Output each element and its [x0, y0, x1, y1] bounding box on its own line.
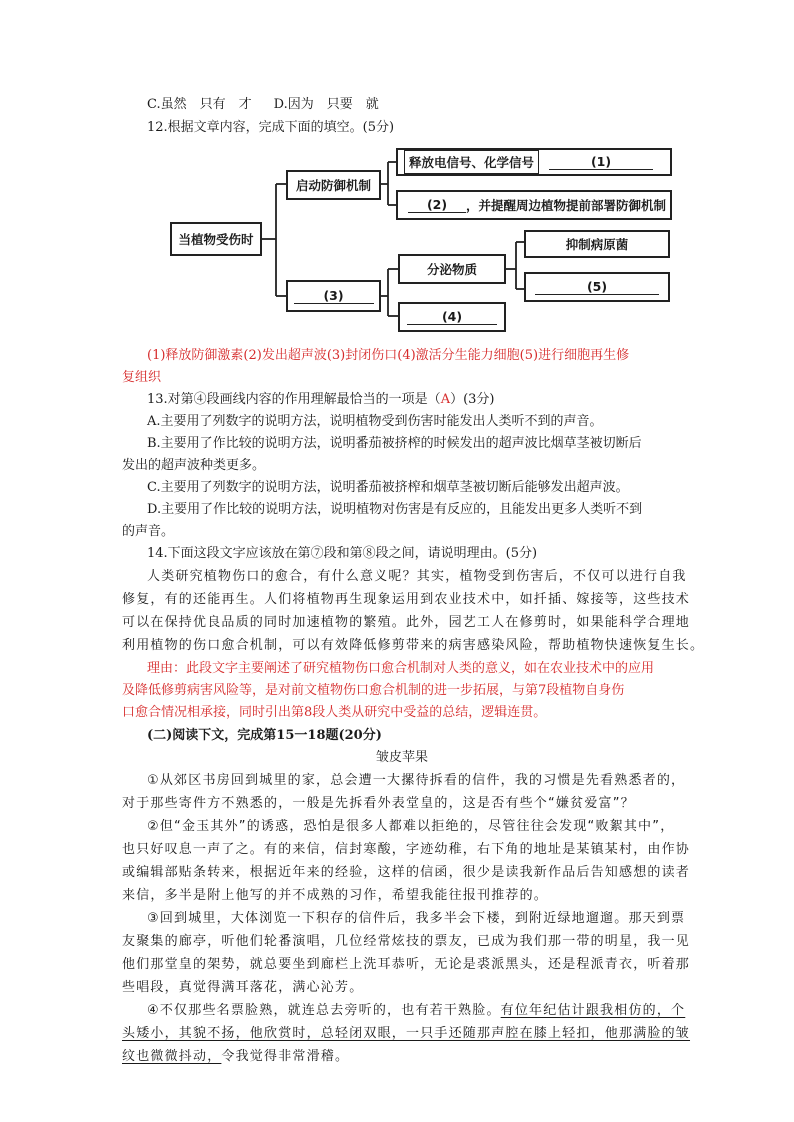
q14-passage-line4: 利用植物的伤口愈合机制，可以有效降低修剪带来的病害感染风险，帮助植物快速恢复生长。	[122, 638, 705, 653]
diagram-root-label: 当植物受伤时	[178, 232, 254, 247]
article-p4-underlined-3: 纹也微微抖动，	[122, 1049, 222, 1064]
article-p2-line4: 来信，多半是附上他写的并不成熟的习作，希望我能往报刊推荐的。	[122, 888, 549, 903]
q13-option-b-line2: 发出的超声波种类更多。	[122, 458, 266, 473]
q14-reason-line2: 及降低修剪病害风险等，是对前文植物伤口愈合机制的进一步拓展，与第7段植物自身伤	[122, 683, 625, 698]
q12-flow-diagram	[166, 146, 678, 346]
section2-heading: (二)阅读下文，完成第15一18题(20分)	[147, 728, 382, 743]
article-p3-line3: 他们那堂皇的架势，就总要坐到廊栏上洗耳恭听，无论是裘派黑头，还是程派青衣，听着那	[122, 957, 691, 972]
diagram-secrete-box	[398, 254, 506, 284]
diagram-inhibit-box	[524, 230, 670, 258]
article-p4-line3	[122, 1046, 652, 1068]
diagram-warning-box	[396, 190, 672, 220]
article-p4-underlined-1: 有位年纪估计跟我相仿的，个	[500, 1003, 686, 1018]
diagram-defense-box	[286, 170, 381, 200]
diagram-blank-5-box	[524, 272, 670, 302]
q13-option-d-line2: 的声音。	[122, 524, 175, 539]
diagram-warning-label: ，并提醒周边植物提前部署防御机制	[466, 198, 667, 213]
diagram-signal-label: 释放电信号、化学信号	[404, 150, 539, 174]
q14-passage-line1: 人类研究植物伤口的愈合，有什么意义呢？其实，植物受到伤害后，不仅可以进行自我	[147, 569, 687, 584]
article-p3-line2: 友聚集的廊亭，听他们轮番演唱，几位经常炫技的票友，已成为我们那一带的明星，我一见	[122, 934, 691, 949]
article-p3-line1: ③回到城里，大体浏览一下积存的信件后，我多半会下楼，到附近绿地遛遛。那天到票	[147, 911, 686, 926]
article-p2-line2: 也只好叹息一声了之。有的来信，信封寒酸，字迹幼稚，右下角的地址是某镇某村，由作协	[122, 842, 691, 857]
q14-passage-line2: 修复，有的还能再生。人们将植物再生现象运用到农业技术中，如扦插、嫁接等，这些技术	[122, 592, 691, 607]
q11-option-c: C.虽然 只有 才	[147, 97, 252, 112]
q14-passage-line3: 可以在保持优良品质的同时加速植物的繁殖。此外，园艺工人在修剪时，如果能科学合理地	[122, 615, 691, 630]
diagram-inhibit-label: 抑制病原菌	[565, 237, 629, 252]
article-p2-line1: ②但“金玉其外”的诱惑，恐怕是很多人都难以拒绝的，尽管往往会发现“败絮其中”，	[147, 819, 675, 834]
article-p4-ending: 令我觉得非常滑稽。	[221, 1049, 350, 1064]
q11-option-d: D.因为 只要 就	[273, 97, 379, 112]
q12-answer-line-1: (1)释放防御激素(2)发出超声波(3)封闭伤口(4)激活分生能力细胞(5)进行细胞再生修	[147, 348, 630, 363]
diagram-blank-3-box	[286, 280, 381, 312]
q14-reason-line1: 理由：此段文字主要阐述了研究植物伤口愈合机制对人类的意义，如在农业技术中的应用	[147, 661, 655, 676]
q13-option-c: C.主要用了列数字的说明方法，说明番茄被挤榨和烟草茎被切断后能够发出超声波。	[147, 480, 629, 495]
diagram-secrete-label: 分泌物质	[426, 262, 477, 277]
diagram-root-box	[170, 222, 262, 256]
q11-options	[147, 94, 677, 116]
diagram-blank-1: (1)	[549, 154, 653, 170]
q12-answer-line-2: 复组织	[122, 370, 162, 385]
diagram-blank-5: (5)	[535, 279, 659, 295]
article-p3-line4: 些唱段，真觉得满耳落花，满心沁芳。	[122, 980, 364, 995]
q13-option-d-line1: D.主要用了作比较的说明方法，说明植物对伤害是有反应的，且能发出更多人类听不到	[147, 502, 643, 517]
q13-option-b-line1: B.主要用了作比较的说明方法，说明番茄被挤榨的时候发出的超声波比烟草茎被切断后	[147, 436, 642, 451]
article-p4-line2: 头矮小，其貌不扬，他欣赏时，总轻闭双眼，一只手还随那声腔在膝上轻扣，他那满脸的皱	[122, 1026, 691, 1041]
q13-prompt	[147, 389, 677, 411]
article-p4-text: ④不仅那些名票脸熟，就连总去旁听的，也有若干熟脸。	[147, 1003, 501, 1018]
diagram-blank-2: (2)	[408, 197, 466, 213]
q13-prompt-text: 13.对第④段画线内容的作用理解最恰当的一项是（	[147, 392, 441, 407]
article-p4-line1	[147, 1000, 686, 1022]
diagram-defense-label: 启动防御机制	[295, 178, 371, 193]
q12-prompt: 12.根据文章内容，完成下面的填空。(5分)	[147, 120, 395, 135]
q13-answer: A	[440, 392, 451, 407]
q14-reason-line3: 口愈合情况相承接，同时引出第8段人类从研究中受益的总结，逻辑连贯。	[122, 705, 547, 720]
diagram-blank-3: (3)	[294, 288, 374, 304]
q13-option-a: A.主要用了列数字的说明方法，说明植物受到伤害时能发出人类听不到的声音。	[147, 414, 603, 429]
q13-prompt-score: ）(3分)	[450, 392, 495, 407]
q14-prompt: 14.下面这段文字应该放在第⑦段和第⑧段之间，请说明理由。(5分)	[147, 546, 538, 561]
article-p1-line1: ①从郊区书房回到城里的家，总会遭一大摞待拆看的信件，我的习惯是先看熟悉者的，	[147, 773, 686, 788]
diagram-signal-box	[396, 148, 672, 176]
article-p1-line2: 对于那些寄件方不熟悉的，一般是先拆看外表堂皇的，这是否有些个“嫌贫爱富”？	[122, 796, 635, 811]
diagram-blank-4: (4)	[407, 309, 497, 325]
article-p2-line3: 或编辑部贴条转来，根据近年来的经验，这样的信函，很少是读我新作品后告知感想的读者	[122, 865, 691, 880]
diagram-blank-4-box	[398, 302, 506, 332]
article-title: 皱皮苹果	[376, 750, 429, 765]
